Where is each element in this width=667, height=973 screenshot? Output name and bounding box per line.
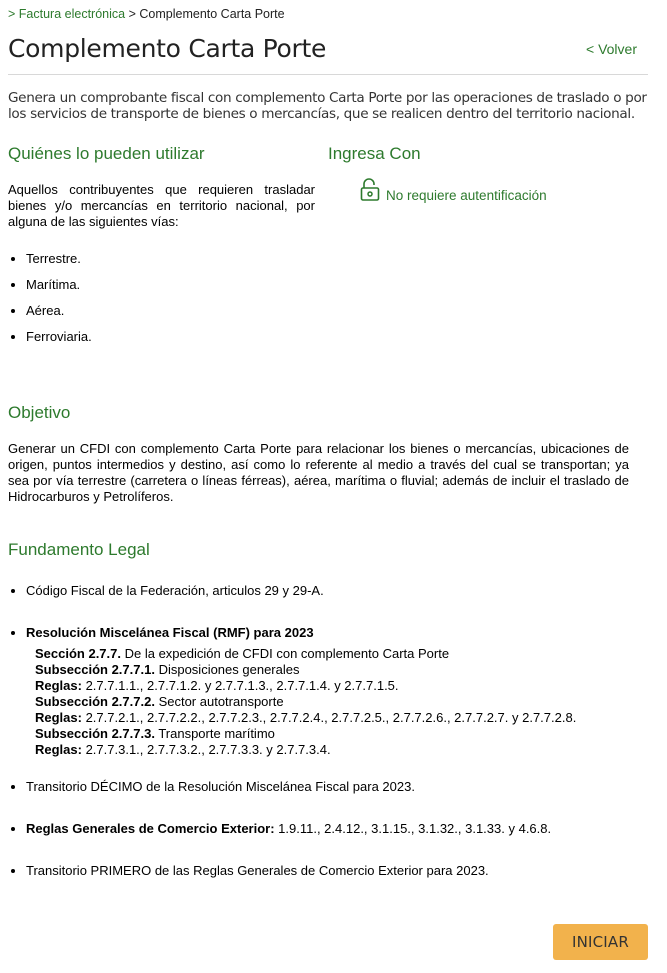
- list-item: [26, 625, 314, 640]
- rmf-line: Reglas: 2.7.7.2.1., 2.7.7.2.2., 2.7.7.2.3., 2.7.7.2.4., 2.7.7.2.5., 2.7.7.2.6., 2.7.7.2.7. y 2.7.7.2.8.: [35, 710, 577, 725]
- unlock-icon: [360, 178, 380, 202]
- rmf-details: [35, 646, 655, 758]
- list-item: • Aérea.: [26, 303, 92, 318]
- back-link[interactable]: < Volver: [586, 41, 637, 57]
- legal-heading: Fundamento Legal: [8, 540, 150, 559]
- list-item: • Código Fiscal de la Federación, articulos 29 y 29-A.: [26, 583, 324, 598]
- legal-list-3: [8, 779, 415, 794]
- objective-text: Generar un CFDI con complemento Carta Porte para relacionar los bienes o mercancías, ubicaciones de origen, puntos intermedios y destino, así como lo referente al medio a través del cual se transportan; ya sea por vía terrestre (carretera o líneas férreas), aérea, marítima o fluvial; además de incluir el traslado de Hidrocarburos y Petrolíferos.: [8, 441, 629, 504]
- legal-list-1: [8, 583, 324, 598]
- breadcrumb-parent-link[interactable]: Factura electrónica: [18, 7, 126, 21]
- rmf-line: Subsección 2.7.7.1. Disposiciones generales: [35, 662, 300, 677]
- page-title: Complemento Carta Porte: [8, 34, 327, 63]
- rmf-line: Sección 2.7.7. De la expedición de CFDI con complemento Carta Porte: [35, 646, 450, 661]
- breadcrumb-prefix: >: [8, 7, 16, 21]
- no-auth-label: No requiere autentificación: [386, 188, 547, 203]
- rgce-title: Reglas Generales de Comercio Exterior:: [26, 821, 275, 836]
- header-divider: [8, 74, 648, 75]
- list-item: • Reglas Generales de Comercio Exterior: 1.9.11., 2.4.12., 3.1.15., 3.1.32., 3.1.33. y 4.6.8.: [26, 821, 551, 836]
- who-list: [8, 251, 92, 344]
- start-button[interactable]: INICIAR: [553, 924, 648, 960]
- rmf-line: Subsección 2.7.7.3. Transporte marítimo: [35, 726, 275, 741]
- list-item: • Transitorio DÉCIMO de la Resolución Miscelánea Fiscal para 2023.: [26, 779, 415, 794]
- rmf-title: Resolución Miscelánea Fiscal (RMF) para 2023: [26, 625, 314, 640]
- legal-list-4: [8, 821, 551, 836]
- list-item: • Transitorio PRIMERO de las Reglas Generales de Comercio Exterior para 2023.: [26, 863, 489, 878]
- rmf-line: Reglas: 2.7.7.3.1., 2.7.7.3.2., 2.7.7.3.3. y 2.7.7.3.4.: [35, 742, 331, 757]
- objective-heading: Objetivo: [8, 403, 71, 422]
- who-text: Aquellos contribuyentes que requieren trasladar bienes y/o mercancías en territorio nacional, por alguna de las siguientes vías:: [8, 182, 315, 229]
- intro-text: Genera un comprobante fiscal con complemento Carta Porte por las operaciones de traslado o por los servicios de transporte de bienes o mercancías, que se realicen dentro del territorio nacional.: [8, 90, 647, 122]
- rmf-line: Subsección 2.7.7.2. Sector autotransporte: [35, 694, 284, 709]
- breadcrumb-current: Complemento Carta Porte: [139, 7, 285, 21]
- breadcrumb-separator: >: [128, 7, 136, 21]
- legal-list-2: [8, 625, 314, 640]
- legal-list-5: [8, 863, 489, 878]
- rmf-line: Reglas: 2.7.7.1.1., 2.7.7.1.2. y 2.7.7.1.3., 2.7.7.1.4. y 2.7.7.1.5.: [35, 678, 399, 693]
- list-item: • Terrestre.: [26, 251, 92, 266]
- who-heading: Quiénes lo pueden utilizar: [8, 144, 205, 163]
- list-item: • Ferroviaria.: [26, 329, 92, 344]
- breadcrumb: [8, 7, 285, 21]
- list-item: • Marítima.: [26, 277, 92, 292]
- access-heading: Ingresa Con: [328, 144, 421, 163]
